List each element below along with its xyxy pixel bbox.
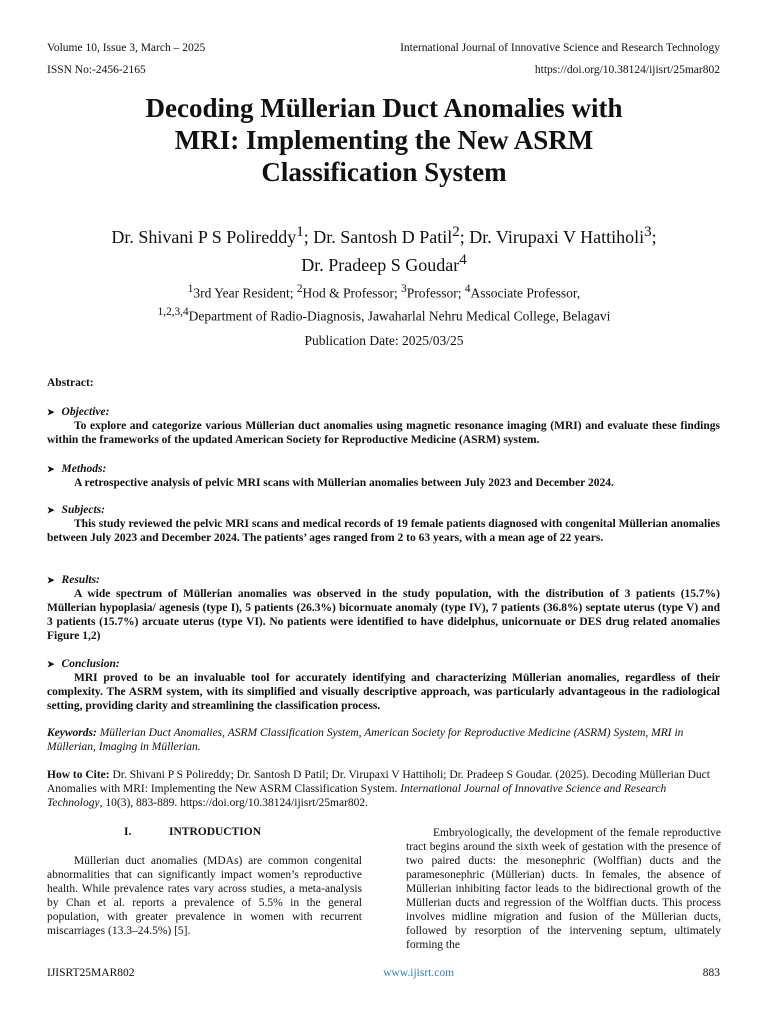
subjects-label-row — [47, 503, 720, 517]
author-sup: 3 — [644, 224, 652, 240]
title-line: MRI: Implementing the New ASRM — [174, 125, 594, 155]
bullet-arrow-icon: ➤ — [47, 407, 55, 417]
affiliations — [40, 280, 728, 325]
affil-role: Associate Professor, — [470, 285, 581, 301]
subjects-text: This study reviewed the pelvic MRI scans and medical records of 19 female patients diagnosed with congenital Müllerian anomalies between July 2023 and December 2024. The patients’ ages ranged from 2 to 63 years, with a mean age of 22 years. — [47, 518, 720, 544]
affil-role: Hod & Professor; — [302, 285, 402, 301]
author-sup: 2 — [452, 224, 460, 240]
author-name: ; Dr. Virupaxi V Hattiholi — [459, 227, 645, 247]
section-number: I. — [124, 826, 132, 838]
running-header-top — [47, 42, 720, 54]
methods-label: Methods: — [61, 463, 107, 475]
affiliation-department — [40, 303, 728, 326]
keywords — [47, 726, 720, 754]
volume-issue: Volume 10, Issue 3, March – 2025 — [47, 42, 206, 54]
methods-label-row — [47, 462, 720, 476]
conclusion-text: MRI proved to be an invaluable tool for accurately identifying and characterizing Müllerian anomalies, regardless of their complexity. The ASRM system, with its simplified and visually descriptive approach, was particularly advantageous in the radiological setting, providing clarity and streamlining the classification process. — [47, 672, 720, 712]
abstract-heading: Abstract: — [47, 377, 94, 389]
results-label-row — [47, 573, 720, 587]
bullet-arrow-icon: ➤ — [47, 575, 55, 585]
intro-left-paragraph: Müllerian duct anomalies (MDAs) are common congenital abnormalities that can significantly impact women’s reproductive health. While prevalence rates vary across studies, a meta-analysis by Chan et al. reports a prevalence of 5.5% in the general population, with greater prevalence in women with recurrent miscarriages (13.3–24.5%) [5]. — [47, 855, 362, 937]
page-footer — [47, 967, 720, 979]
affil-role: Professor; — [406, 285, 465, 301]
author-sup: 4 — [459, 252, 467, 268]
cite-journal: International Journal of Innovative Science and Research Technology — [47, 783, 667, 809]
affiliation-roles — [40, 280, 728, 303]
article-title — [60, 92, 708, 188]
doi-link[interactable]: https://doi.org/10.38124/ijisrt/25mar802 — [534, 64, 720, 76]
keywords-label: Keywords: — [47, 727, 97, 739]
bullet-arrow-icon: ➤ — [47, 659, 55, 669]
objective-text: To explore and categorize various Müllerian duct anomalies using magnetic resonance imaging (MRI) and evaluate these findings within the frameworks of the updated American Society for Reproductive Medicine (ASRM) system. — [47, 420, 720, 446]
issn: ISSN No:-2456-2165 — [47, 64, 146, 76]
bullet-arrow-icon: ➤ — [47, 464, 55, 474]
results-label: Results: — [61, 574, 100, 586]
abstract-subjects — [47, 503, 720, 545]
running-header-bottom — [47, 64, 720, 76]
journal-name: International Journal of Innovative Science and Research Technology — [400, 42, 720, 54]
author-line — [40, 221, 728, 249]
author-line — [40, 249, 728, 277]
affil-sup: 1,2,3,4 — [157, 305, 189, 318]
author-list — [40, 221, 728, 277]
department-text: Department of Radio-Diagnosis, Jawaharlal Nehru Medical College, Belagavi — [188, 308, 611, 323]
cite-text: Dr. Shivani P S Polireddy; Dr. Santosh D Patil; Dr. Virupaxi V Hattiholi; Dr. Pradeep S Goudar. (2025). Decoding Müllerian Duct Anomalies with MRI: Implementing the New ASRM Classification System. — [47, 769, 710, 795]
abstract-conclusion — [47, 657, 720, 713]
bullet-arrow-icon: ➤ — [47, 505, 55, 515]
affil-sup: 4 — [464, 283, 471, 295]
author-name: Dr. Shivani P S Polireddy — [111, 227, 297, 247]
intro-right-paragraph: Embryologically, the development of the female reproductive tract begins around the sixth week of gestation with the presence of two paired ducts: the mesonephric (Wolffian) ducts and the paramesonephric (Müllerian) ducts. In females, the absence of Müllerian inhibiting factor leads to the bidirectional growth of the Müllerian ducts and regression of the Wolffian ducts. This process involves midline migration and fusion of the Müllerian ducts, followed by resorption of the intervening septum, ultimately forming the — [406, 827, 721, 951]
methods-text: A retrospective analysis of pelvic MRI scans with Müllerian anomalies between July 2023 and December 2024. — [74, 477, 614, 489]
abstract-results — [47, 573, 720, 643]
footer-article-id: IJISRT25MAR802 — [47, 967, 135, 979]
title-line: Classification System — [261, 157, 507, 187]
author-name: Dr. Pradeep S Goudar — [301, 255, 460, 275]
cite-label: How to Cite: — [47, 769, 110, 781]
abstract-methods — [47, 462, 720, 490]
section-title: INTRODUCTION — [169, 826, 262, 838]
subjects-label: Subjects: — [61, 504, 105, 516]
keywords-text: Müllerian Duct Anomalies, ASRM Classification System, American Society for Reproductive Medicine (ASRM) System, MRI in Müllerian, Imaging in Müllerian. — [47, 727, 684, 753]
cite-text-tail: , 10(3), 883-889. https://doi.org/10.38124/ijisrt/25mar802. — [99, 797, 369, 809]
author-sup: 1 — [296, 224, 304, 240]
affil-sup: 3 — [401, 283, 407, 295]
abstract-objective — [47, 405, 720, 447]
conclusion-label: Conclusion: — [61, 658, 120, 670]
author-sep: ; — [651, 227, 657, 247]
conclusion-label-row — [47, 657, 720, 671]
footer-website-link[interactable]: www.ijisrt.com — [383, 967, 455, 979]
publication-date: Publication Date: 2025/03/25 — [304, 333, 464, 348]
page-number: 883 — [702, 967, 720, 979]
affil-sup: 2 — [296, 283, 303, 295]
affil-role: 3rd Year Resident; — [193, 285, 297, 301]
author-name: ; Dr. Santosh D Patil — [303, 227, 453, 247]
objective-label: Objective: — [61, 406, 110, 418]
objective-label-row — [47, 405, 720, 419]
how-to-cite — [47, 768, 720, 810]
section-heading-introduction — [124, 826, 261, 838]
title-line: Decoding Müllerian Duct Anomalies with — [145, 93, 623, 123]
affil-sup: 1 — [187, 283, 194, 295]
results-text: A wide spectrum of Müllerian anomalies was observed in the study population, with the distribution of 3 patients (15.7%) Müllerian hypoplasia/ agenesis (type I), 5 patients (26.3%) bicornuate anomaly (type IV), 7 patients (36.8%) septate uterus (type V) and 3 patients (15.7%) arcuate uterus (type VI). No patients were identified to have didelphus, unicornuate or DES drug related anomalies Figure 1,2) — [47, 588, 720, 642]
